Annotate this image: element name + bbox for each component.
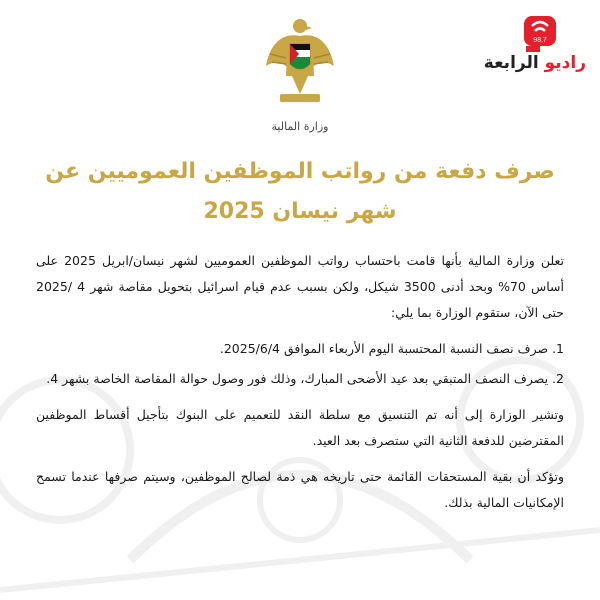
ministry-name: وزارة المالية bbox=[271, 120, 329, 133]
announcement-body bbox=[36, 248, 564, 526]
paragraph-dues: وتؤكد أن بقية المستحقات القائمة حتى تاريخه هي ذمة لصالح الموظفين، وسيتم صرفها عندما تسمح الإمكانيات المالية بذلك. bbox=[36, 469, 564, 510]
paragraph-banks: وتشير الوزارة إلى أنه تم التنسيق مع سلطة النقد للتعميم على البنوك بتأجيل أقساط الموظفين المقترضين للدفعة الثانية التي ستصرف بعد العيد. bbox=[36, 407, 564, 448]
list-item-1: 1. صرف نصف النسبة المحتسبة اليوم الأربعاء الموافق 2025/6/4. bbox=[219, 341, 564, 356]
title-line-2: شهر نيسان 2025 bbox=[203, 199, 397, 224]
list-item-2: 2. يصرف النصف المتبقي بعد عيد الأضحى المبارك، وذلك فور وصول حوالة المقاصة الخاصة بشهر 4. bbox=[46, 371, 564, 386]
radio-name-dark: الرابعة bbox=[483, 53, 539, 73]
radio-mark-icon bbox=[518, 12, 562, 52]
eagle-emblem-icon bbox=[262, 14, 338, 110]
radio-logo bbox=[476, 12, 586, 76]
paragraph-intro: تعلن وزارة المالية بأنها قامت باحتساب رواتب الموظفين العموميين لشهر نيسان/ابريل 2025 على أساس 70% وبحد أدنى 3500 شيكل، ولكن بسبب عدم قيام اسرائيل بتحويل مقاصة شهر 4 /2025 حتى الآن، ستقوم الوزارة بما يلي: bbox=[36, 253, 564, 320]
radio-name bbox=[476, 52, 586, 74]
radio-name-red: راديو bbox=[544, 53, 586, 73]
radio-frequency: 98.7 bbox=[533, 37, 547, 44]
title-line-1: صرف دفعة من رواتب الموظفين العموميين عن bbox=[45, 159, 555, 184]
page-title bbox=[30, 152, 570, 232]
